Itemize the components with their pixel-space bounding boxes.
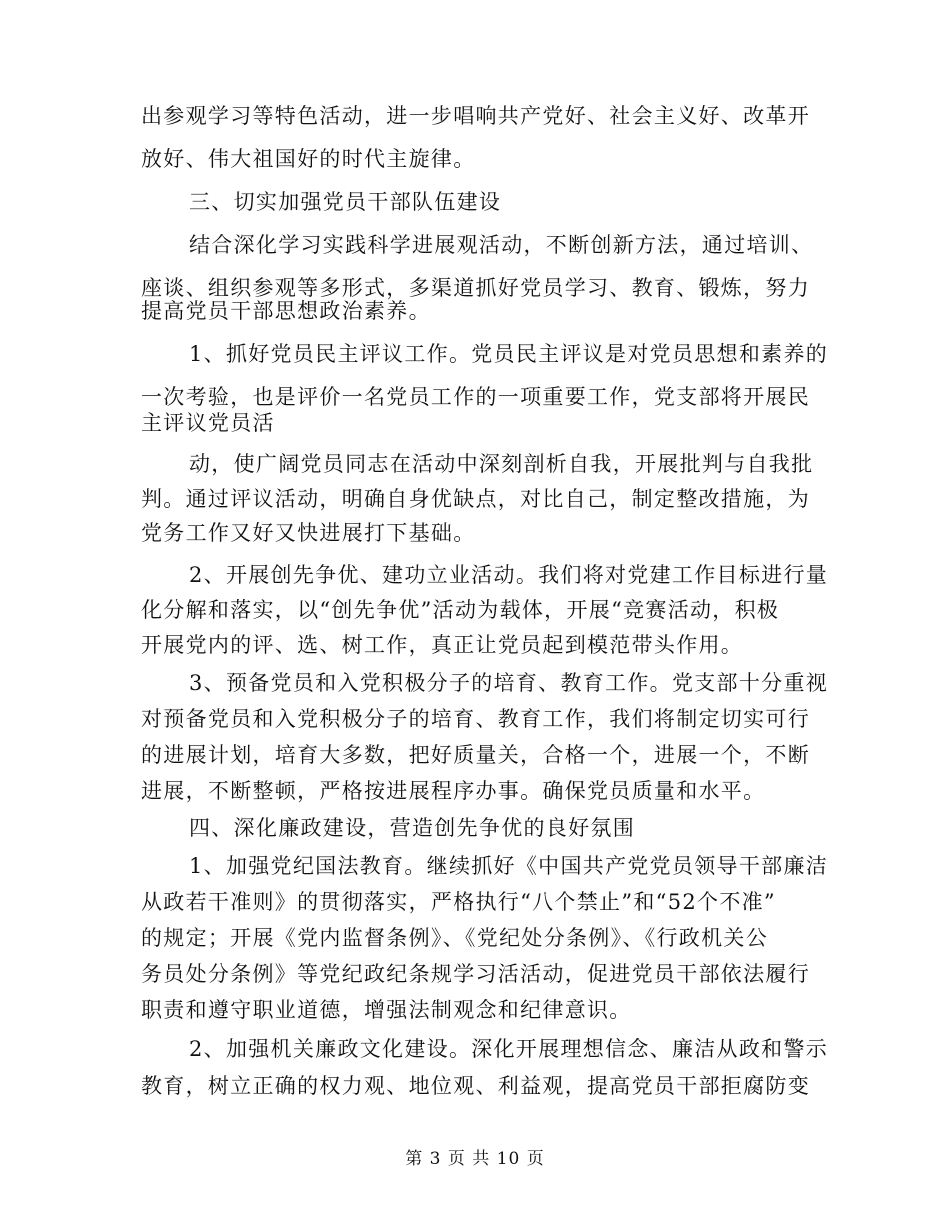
text-line: 2、加强机关廉政文化建设。深化开展理想信念、廉洁从政和警示: [189, 1037, 829, 1061]
text-line: 主评议党员活: [141, 411, 275, 435]
text-line: 教育，树立正确的权力观、地位观、利益观，提高党员干部拒腐防变: [141, 1074, 810, 1098]
text-line: 进展，不断整顿，严格按进展程序办事。确保党员质量和水平。: [141, 779, 766, 803]
text-line: 的规定；开展《党内监督条例》、《党纪处分条例》、《行政机关公: [141, 926, 768, 950]
text-line: 动，使广阔党员同志在活动中深刻剖析自我，开展批判与自我批: [189, 452, 814, 476]
text-line: 判。通过评议活动，明确自身优缺点，对比自己，制定整改措施，为: [141, 487, 810, 511]
text-line: 开展党内的评、选、树工作，真正让党员起到模范带头作用。: [141, 633, 744, 657]
text-line: 务员处分条例》等党纪政纪条规学习活活动，促进党员干部依法履行: [141, 962, 810, 986]
text-line: 化分解和落实，以“创先争优”活动为载体，开展“竞赛活动，积极: [141, 598, 780, 622]
text-line: 座谈、组织参观等多形式，多渠道抓好党员学习、教育、锻炼，努力: [141, 276, 810, 300]
text-line: 3、预备党员和入党积极分子的培育、教育工作。党支部十分重视: [189, 671, 829, 695]
text-line: 职责和遵守职业道德，增强法制观念和纪律意识。: [141, 998, 632, 1022]
text-line: 提高党员干部思想政治素养。: [141, 299, 431, 323]
text-line: 对预备党员和入党积极分子的培育、教育工作，我们将制定切实可行: [141, 707, 810, 731]
text-line: 党务工作又好又快进展打下基础。: [141, 521, 476, 545]
text-line: 一次考验，也是评价一名党员工作的一项重要工作，党支部将开展民: [141, 385, 810, 409]
section-heading: 四、深化廉政建设，营造创先争优的良好氛围: [189, 816, 635, 840]
text-line: 1、加强党纪国法教育。继续抓好《中国共产党党员领导干部廉洁: [189, 854, 829, 878]
section-heading: 三、切实加强党员干部队伍建设: [189, 190, 502, 214]
text-line: 的进展计划，培育大多数，把好质量关，合格一个，进展一个，不断: [141, 743, 810, 767]
text-line: 结合深化学习实践科学进展观活动，不断创新方法，通过培训、: [189, 233, 814, 257]
text-line: 从政若干准则》的贯彻落实，严格执行“八个禁止”和“52个不准”: [141, 890, 776, 914]
text-line: 放好、伟大祖国好的时代主旋律。: [141, 147, 476, 171]
text-line: 2、开展创先争优、建功立业活动。我们将对党建工作目标进行量: [189, 563, 829, 587]
page-number-footer: 第 3 页 共 10 页: [405, 1149, 545, 1169]
text-line: 出参观学习等特色活动，进一步唱响共产党好、社会主义好、改革开: [141, 104, 810, 128]
text-line: 1、抓好党员民主评议工作。党员民主评议是对党员思想和素养的: [189, 342, 829, 366]
